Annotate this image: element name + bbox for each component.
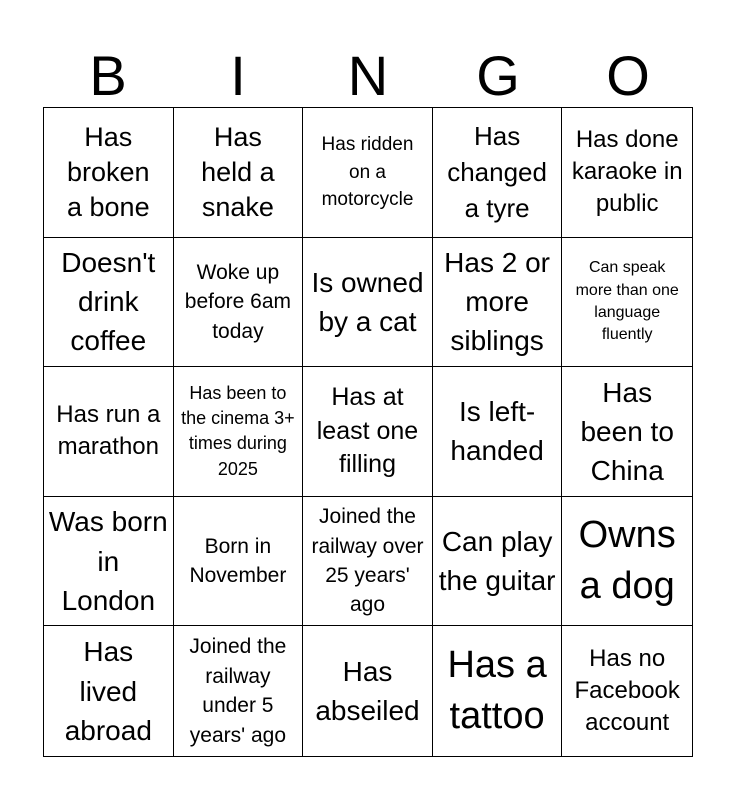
header-letter-n: N	[347, 44, 389, 107]
cell-text: Has no Facebook account	[574, 644, 680, 737]
bingo-cell[interactable]	[433, 626, 563, 756]
bingo-cell[interactable]	[303, 238, 433, 368]
bingo-cell[interactable]	[44, 497, 174, 627]
cell-text: Has lived abroad	[64, 636, 152, 746]
bingo-cell[interactable]	[562, 238, 692, 368]
bingo-cell[interactable]	[44, 626, 174, 756]
bingo-cell[interactable]	[174, 367, 304, 497]
cell-text: Is left-handed	[450, 396, 544, 467]
cell-text: Has done karaoke in public	[571, 125, 683, 218]
header-letter-o: O	[606, 44, 650, 107]
cell-text: Has held a snake	[201, 121, 275, 222]
bingo-cell[interactable]	[562, 626, 692, 756]
bingo-cell[interactable]	[303, 497, 433, 627]
bingo-cell[interactable]	[562, 108, 692, 238]
header-letter-i: I	[230, 44, 246, 107]
cell-text: Has changed a tyre	[447, 120, 547, 224]
cell-text: Has a tattoo	[447, 643, 547, 738]
bingo-header	[43, 44, 693, 108]
bingo-cell[interactable]	[433, 497, 563, 627]
cell-text: Can speak more than one language fluently	[575, 259, 679, 344]
cell-text: Born in November	[189, 534, 287, 588]
cell-text: Has broken a bone	[67, 121, 150, 222]
bingo-cell[interactable]	[44, 367, 174, 497]
cell-text: Has been to China	[580, 376, 674, 487]
bingo-cell[interactable]	[303, 367, 433, 497]
bingo-cell[interactable]	[174, 497, 304, 627]
cell-text: Has 2 or more siblings	[444, 247, 550, 357]
cell-text: Woke up before 6am today	[184, 260, 291, 343]
cell-text: Joined the railway over 25 years' ago	[311, 505, 424, 617]
bingo-cell[interactable]	[562, 497, 692, 627]
cell-text: Has at least one filling	[316, 382, 419, 479]
cell-text: Doesn't drink coffee	[61, 247, 156, 357]
bingo-cell[interactable]	[44, 108, 174, 238]
bingo-cell[interactable]	[174, 238, 304, 368]
cell-text: Has ridden on a motorcycle	[321, 133, 414, 211]
header-letter-b: B	[89, 44, 127, 107]
bingo-cell[interactable]	[303, 108, 433, 238]
bingo-cell[interactable]	[174, 626, 304, 756]
cell-text: Has been to the cinema 3+ times during 2025	[181, 383, 295, 479]
bingo-cell[interactable]	[433, 108, 563, 238]
cell-text: Has run a marathon	[56, 401, 161, 461]
cell-text: Has abseiled	[315, 656, 420, 727]
bingo-cell[interactable]	[44, 238, 174, 368]
bingo-cell[interactable]	[433, 238, 563, 368]
bingo-grid	[43, 107, 693, 757]
cell-text: Is owned by a cat	[311, 266, 424, 337]
header-letter-g: G	[476, 44, 520, 107]
bingo-cell[interactable]	[174, 108, 304, 238]
bingo-cell[interactable]	[303, 626, 433, 756]
cell-text: Joined the railway under 5 years' ago	[189, 635, 287, 747]
cell-text: Owns a dog	[578, 513, 676, 608]
cell-text: Was born in London	[48, 506, 168, 616]
bingo-cell[interactable]	[433, 367, 563, 497]
cell-text: Can play the guitar	[438, 525, 556, 597]
bingo-cell[interactable]	[562, 367, 692, 497]
